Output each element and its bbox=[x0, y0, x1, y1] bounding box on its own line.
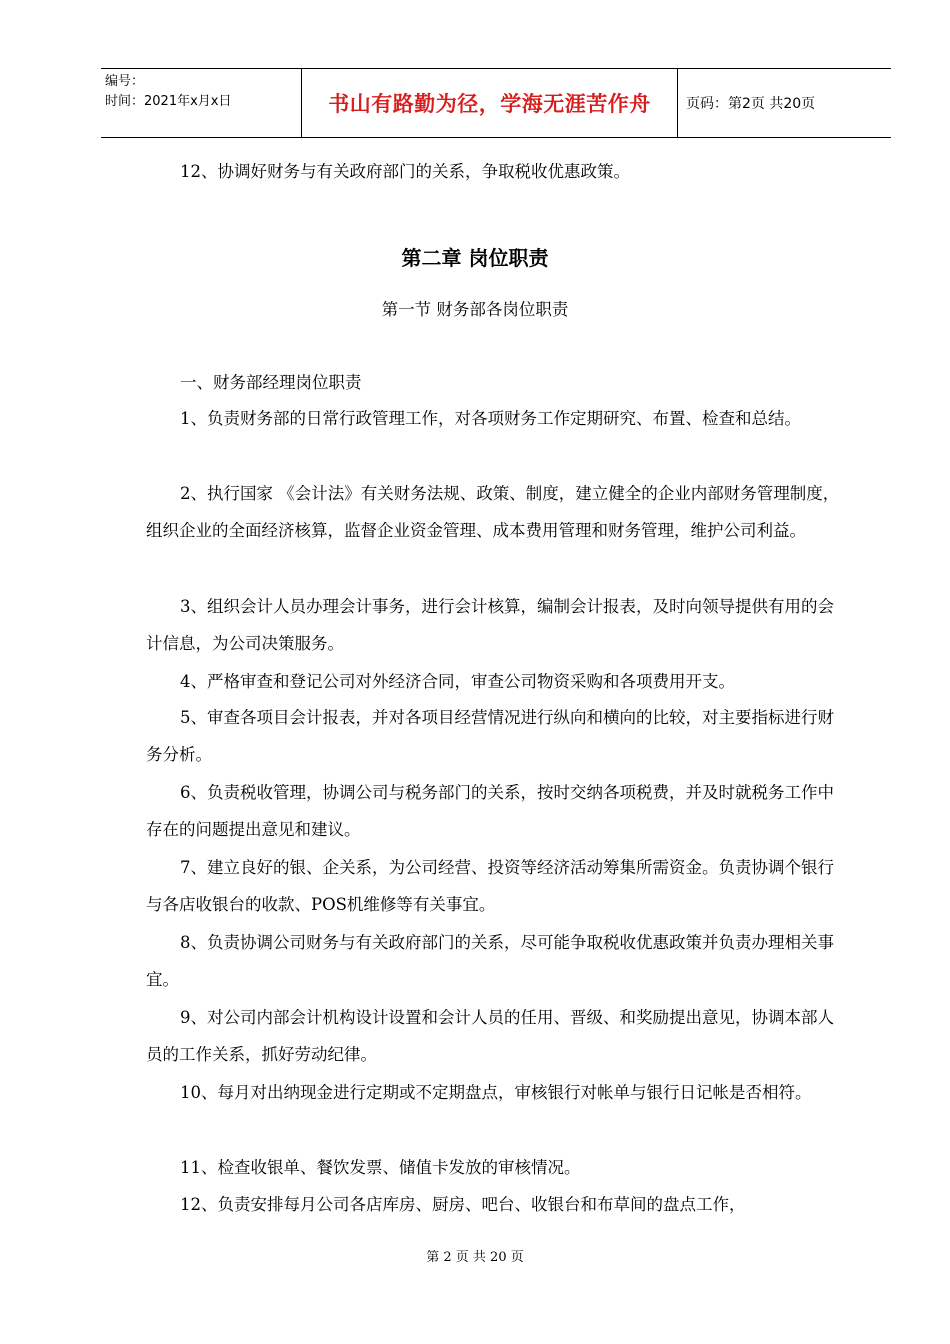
header-meta bbox=[101, 69, 301, 137]
document-header bbox=[101, 68, 891, 138]
page-footer: 第 2 页 共 20 页 bbox=[426, 1250, 524, 1265]
duty-item: 11、检查收银单、餐饮发票、储值卡发放的审核情况。 bbox=[180, 1158, 581, 1177]
duty-item: 10、每月对出纳现金进行定期或不定期盘点，审核银行对帐单与银行日记帐是否相符。 bbox=[180, 1083, 812, 1102]
heading-manager-duties: 一、财务部经理岗位职责 bbox=[180, 373, 362, 392]
duty-item: 9、对公司内部会计机构设计设置和会计人员的任用、晋级、和奖励提出意见，协调本部人员的工作关系，抓好劳动纪律。 bbox=[146, 1008, 834, 1064]
duty-item: 2、执行国家 《会计法》有关财务法规、政策、制度，建立健全的企业内部财务管理制度，组织企业的全面经济核算，监督企业资金管理、成本费用管理和财务管理，维护公司利益。 bbox=[146, 484, 840, 540]
header-motto: 书山有路勤为径，学海无涯苦作舟 bbox=[301, 69, 678, 137]
time-label: 时间：2021年x月x日 bbox=[105, 94, 232, 109]
duty-item: 12、负责安排每月公司各店库房、厨房、吧台、收银台和布草间的盘点工作， bbox=[180, 1195, 746, 1214]
header-page-info: 页码：第2页 共20页 bbox=[686, 96, 816, 112]
duty-item: 6、负责税收管理，协调公司与税务部门的关系，按时交纳各项税费，并及时就税务工作中存在的问题提出意见和建议。 bbox=[146, 783, 834, 839]
number-label: 编号： bbox=[105, 74, 145, 89]
duty-item: 1、负责财务部的日常行政管理工作，对各项财务工作定期研究、布置、检查和总结。 bbox=[180, 409, 801, 428]
section-title: 第一节 财务部各岗位职责 bbox=[381, 300, 569, 319]
duty-item: 8、负责协调公司财务与有关政府部门的关系，尽可能争取税收优惠政策并负责办理相关事宜。 bbox=[146, 933, 834, 989]
duty-item: 5、审查各项目会计报表，并对各项目经营情况进行纵向和横向的比较，对主要指标进行财务分析。 bbox=[146, 708, 834, 764]
chapter-title: 第二章 岗位职责 bbox=[401, 246, 549, 270]
duty-item: 7、建立良好的银、企关系，为公司经营、投资等经济活动筹集所需资金。负责协调个银行与各店收银台的收款、POS机维修等有关事宜。 bbox=[146, 858, 834, 914]
duty-item: 4、严格审查和登记公司对外经济合同，审查公司物资采购和各项费用开支。 bbox=[180, 672, 735, 691]
duty-item: 3、组织会计人员办理会计事务，进行会计核算，编制会计报表，及时向领导提供有用的会计信息，为公司决策服务。 bbox=[146, 597, 834, 653]
paragraph-top: 12、协调好财务与有关政府部门的关系，争取税收优惠政策。 bbox=[180, 162, 630, 181]
